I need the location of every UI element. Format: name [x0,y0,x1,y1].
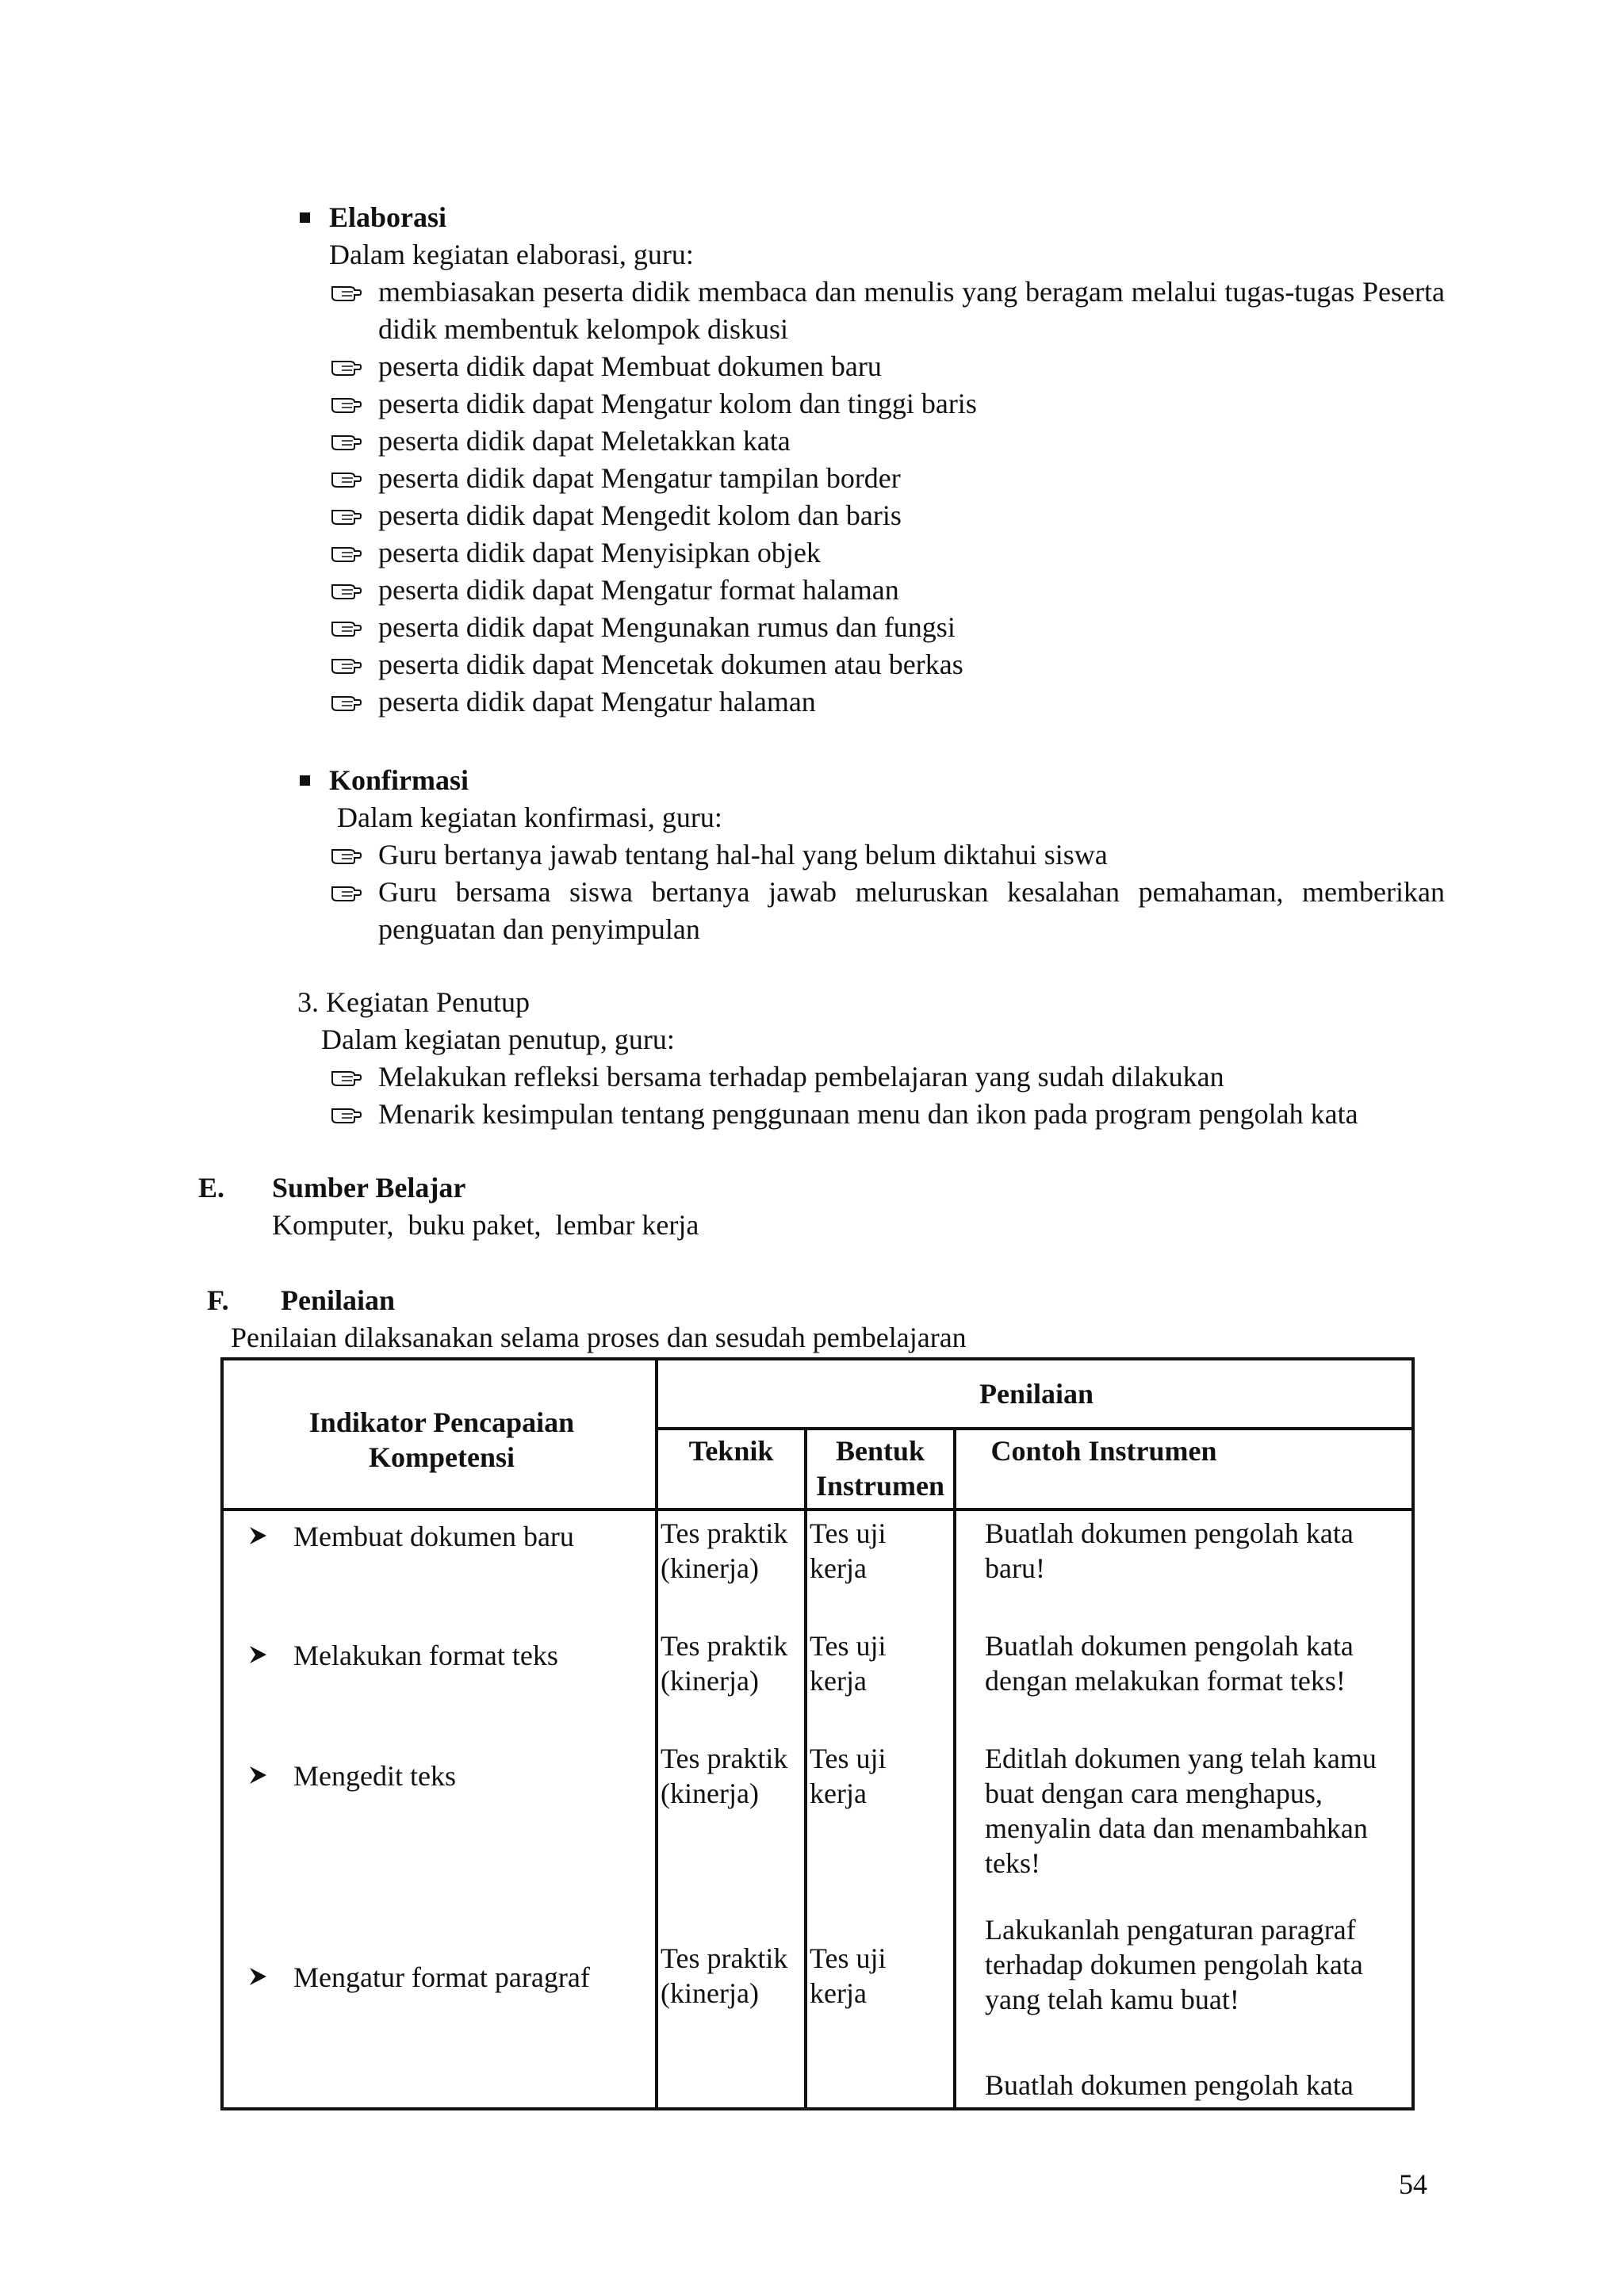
konfirmasi-heading: Konfirmasi [329,764,469,796]
pointing-hand-icon [329,534,364,572]
section-f-text: Penilaian dilaksanakan selama proses dan sesudah pembelajaran [231,1322,967,1353]
square-bullet-icon [300,212,310,223]
square-bullet-icon [300,775,310,786]
row1-indikator: Membuat dokumen baru [293,1521,574,1552]
list-item: peserta didik dapat Menyisipkan objek [329,534,1445,572]
section-e-text: Komputer, buku paket, lembar kerja [272,1209,699,1241]
pointing-hand-icon [329,683,364,721]
row3-teknik: Tes praktik (kinerja) [661,1743,788,1809]
list-item: Melakukan refleksi bersama terhadap pembelajaran yang sudah dilakukan [329,1058,1455,1096]
pointing-hand-icon [329,423,364,460]
list-item: membiasakan peserta didik membaca dan menulis yang beragam melalui tugas-tugas Peserta didik membentuk kelompok diskusi [329,274,1445,348]
arrow-bullet-icon [247,1765,268,1785]
list-item: peserta didik dapat Membuat dokumen baru [329,348,1445,385]
pointing-hand-icon [329,1058,364,1096]
row2-teknik: Tes praktik (kinerja) [661,1630,788,1697]
penutup-list [329,1058,1455,1133]
pointing-hand-icon [329,646,364,683]
row1-bentuk: Tes uji kerja [810,1517,887,1584]
header-penilaian: Penilaian [979,1378,1094,1410]
row3-indikator: Mengedit teks [293,1760,456,1792]
row4-contoh: Lakukanlah pengaturan paragraf terhadap dokumen pengolah kata yang telah kamu buat! [985,1914,1363,2015]
list-item: Guru bersama siswa bertanya jawab meluruskan kesalahan pemahaman, memberikan penguatan dan penyimpulan [329,874,1445,948]
list-item: peserta didik dapat Mengunakan rumus dan fungsi [329,609,1445,646]
elaborasi-intro: Dalam kegiatan elaborasi, guru: [329,239,694,270]
list-item: Guru bertanya jawab tentang hal-hal yang belum diktahui siswa [329,836,1445,874]
list-item: Menarik kesimpulan tentang penggunaan menu dan ikon pada program pengolah kata [329,1096,1455,1133]
arrow-bullet-icon [247,1966,268,1987]
header-bentuk: Bentuk Instrumen [815,1435,945,1502]
row4-indikator: Mengatur format paragraf [293,1961,590,1993]
penutup-heading: 3. Kegiatan Penutup [297,986,530,1018]
pointing-hand-icon [329,1096,364,1133]
list-item: peserta didik dapat Meletakkan kata [329,423,1445,460]
list-item: peserta didik dapat Mengatur format halaman [329,572,1445,609]
list-item: peserta didik dapat Mengatur tampilan border [329,460,1445,497]
table-divider [804,1427,807,2107]
section-f-letter: F. [207,1284,229,1316]
row2-contoh: Buatlah dokumen pengolah kata dengan melakukan format teks! [985,1630,1354,1697]
row4-bentuk: Tes uji kerja [810,1942,887,2009]
page-number: 54 [1399,2168,1427,2200]
pointing-hand-icon [329,385,364,423]
row2-bentuk: Tes uji kerja [810,1630,887,1697]
arrow-bullet-icon [247,1644,268,1665]
pointing-hand-icon [329,836,364,874]
header-contoh: Contoh Instrumen [990,1435,1217,1467]
table-divider [655,1427,1415,1430]
row1-contoh: Buatlah dokumen pengolah kata baru! [985,1517,1354,1584]
list-item: peserta didik dapat Mengatur kolom dan tinggi baris [329,385,1445,423]
pointing-hand-icon [329,274,364,311]
list-item: peserta didik dapat Mengatur halaman [329,683,1445,721]
row4-teknik: Tes praktik (kinerja) [661,1942,788,2009]
section-f-heading: Penilaian [281,1284,396,1316]
header-indikator: Indikator Pencapaian Kompetensi [308,1406,575,1473]
list-item: peserta didik dapat Mencetak dokumen atau berkas [329,646,1445,683]
row3-bentuk: Tes uji kerja [810,1743,887,1809]
table-divider [953,1427,956,2107]
trailing-contoh: Buatlah dokumen pengolah kata [985,2069,1354,2101]
row1-teknik: Tes praktik (kinerja) [661,1517,788,1584]
section-e-letter: E. [198,1172,225,1203]
penutup-intro: Dalam kegiatan penutup, guru: [321,1024,675,1055]
section-e-heading: Sumber Belajar [272,1172,466,1203]
elaborasi-heading: Elaborasi [329,201,447,233]
elaborasi-list [329,274,1445,721]
pointing-hand-icon [329,497,364,534]
list-item: peserta didik dapat Mengedit kolom dan baris [329,497,1445,534]
pointing-hand-icon [329,348,364,385]
arrow-bullet-icon [247,1525,268,1546]
table-divider [224,1508,1411,1511]
table-divider [655,1360,658,2107]
assessment-table [220,1357,1415,2110]
konfirmasi-list [329,836,1445,948]
pointing-hand-icon [329,460,364,497]
pointing-hand-icon [329,609,364,646]
header-teknik: Teknik [688,1435,774,1467]
row2-indikator: Melakukan format teks [293,1640,558,1671]
konfirmasi-intro: Dalam kegiatan konfirmasi, guru: [337,802,722,833]
pointing-hand-icon [329,572,364,609]
row3-contoh: Editlah dokumen yang telah kamu buat dengan cara menghapus, menyalin data dan menambahkan teks! [985,1743,1377,1879]
pointing-hand-icon [329,874,364,911]
